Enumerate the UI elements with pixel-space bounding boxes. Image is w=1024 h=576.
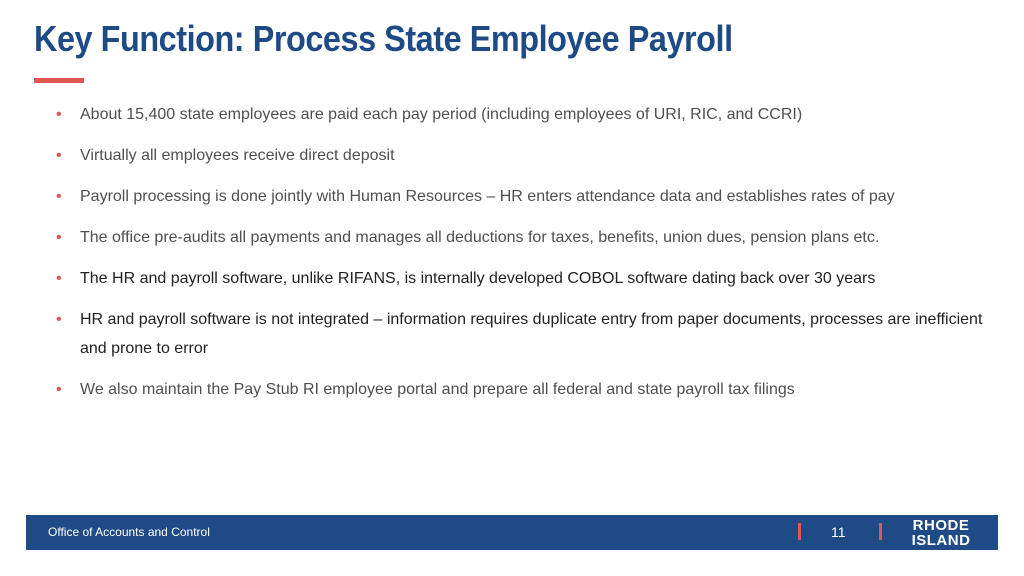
title-underline <box>34 78 84 83</box>
bullet-item <box>56 305 986 363</box>
bullet-icon: • <box>56 381 62 398</box>
bullet-text: The HR and payroll software, unlike RIFANS, is internally developed COBOL software dating back over 30 years <box>80 270 876 287</box>
bullet-icon: • <box>56 188 62 205</box>
bullet-icon: • <box>56 147 62 164</box>
bullet-icon: • <box>56 229 62 246</box>
logo-line-2: ISLAND <box>911 532 971 549</box>
bullet-text: Payroll processing is done jointly with Human Resources – HR enters attendance data and establishes rates of pay <box>80 188 895 205</box>
bullet-icon: • <box>56 106 62 123</box>
bullet-item <box>56 141 986 170</box>
bullet-text: About 15,400 state employees are paid each pay period (including employees of URI, RIC, and CCRI) <box>80 106 803 123</box>
rhode-island-logo <box>907 518 975 548</box>
bullet-icon: • <box>56 270 62 287</box>
bullet-text: We also maintain the Pay Stub RI employee portal and prepare all federal and state payroll tax filings <box>80 381 795 398</box>
slide-title: Key Function: Process State Employee Payroll <box>34 18 733 59</box>
logo-line-1: RHODE <box>912 517 970 534</box>
bullet-item <box>56 100 986 129</box>
bullet-text: Virtually all employees receive direct deposit <box>80 147 395 164</box>
divider-left <box>798 523 801 540</box>
bullet-item <box>56 223 986 252</box>
bullet-list <box>56 100 986 416</box>
bullet-item <box>56 264 986 293</box>
divider-right <box>879 523 882 540</box>
bullet-text: HR and payroll software is not integrated – information requires duplicate entry from paper documents, processes are inefficient and prone to error <box>80 311 983 357</box>
bullet-item <box>56 375 986 404</box>
page-number: 11 <box>831 524 846 540</box>
footer-office-label: Office of Accounts and Control <box>48 525 210 539</box>
bullet-item <box>56 182 986 211</box>
bullet-icon: • <box>56 311 62 328</box>
bullet-text: The office pre-audits all payments and manages all deductions for taxes, benefits, union dues, pension plans etc. <box>80 229 880 246</box>
footer-bar <box>26 515 998 550</box>
